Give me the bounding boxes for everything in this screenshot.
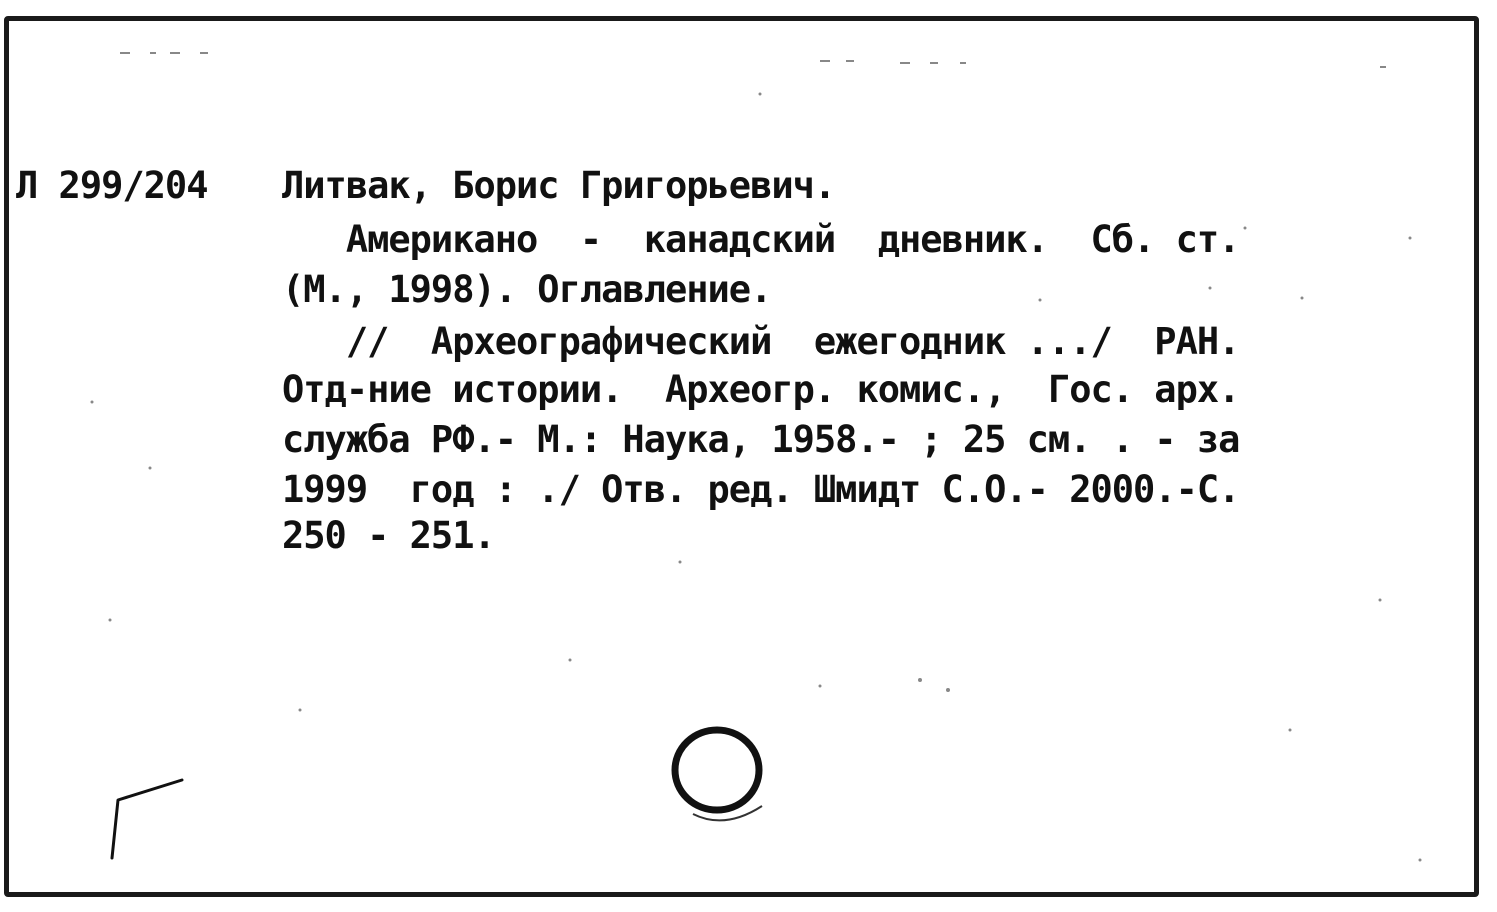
- punch-hole-icon: [675, 730, 759, 810]
- source-line: // Археографический ежегодник .../ РАН.: [282, 320, 1240, 363]
- author-line: Литвак, Борис Григорьевич.: [282, 164, 836, 207]
- publication-line: (М., 1998). Оглавление.: [282, 268, 772, 311]
- source-line-4: 1999 год : ./ Отв. ред. Шмидт С.О.- 2000.-С.: [282, 468, 1240, 511]
- shelf-mark: Л 299/204: [16, 164, 208, 207]
- title-line: Американо - канадский дневник. Сб. ст.: [282, 218, 1240, 261]
- source-line-2: Отд-ние истории. Археогр. комис., Гос. арх.: [282, 368, 1240, 411]
- scan-specks: [91, 52, 1422, 862]
- pages-line: 250 - 251.: [282, 514, 495, 557]
- corner-mark-icon: [112, 780, 182, 858]
- source-line-3: служба РФ.- М.: Наука, 1958.- ; 25 см. . - за: [282, 418, 1240, 461]
